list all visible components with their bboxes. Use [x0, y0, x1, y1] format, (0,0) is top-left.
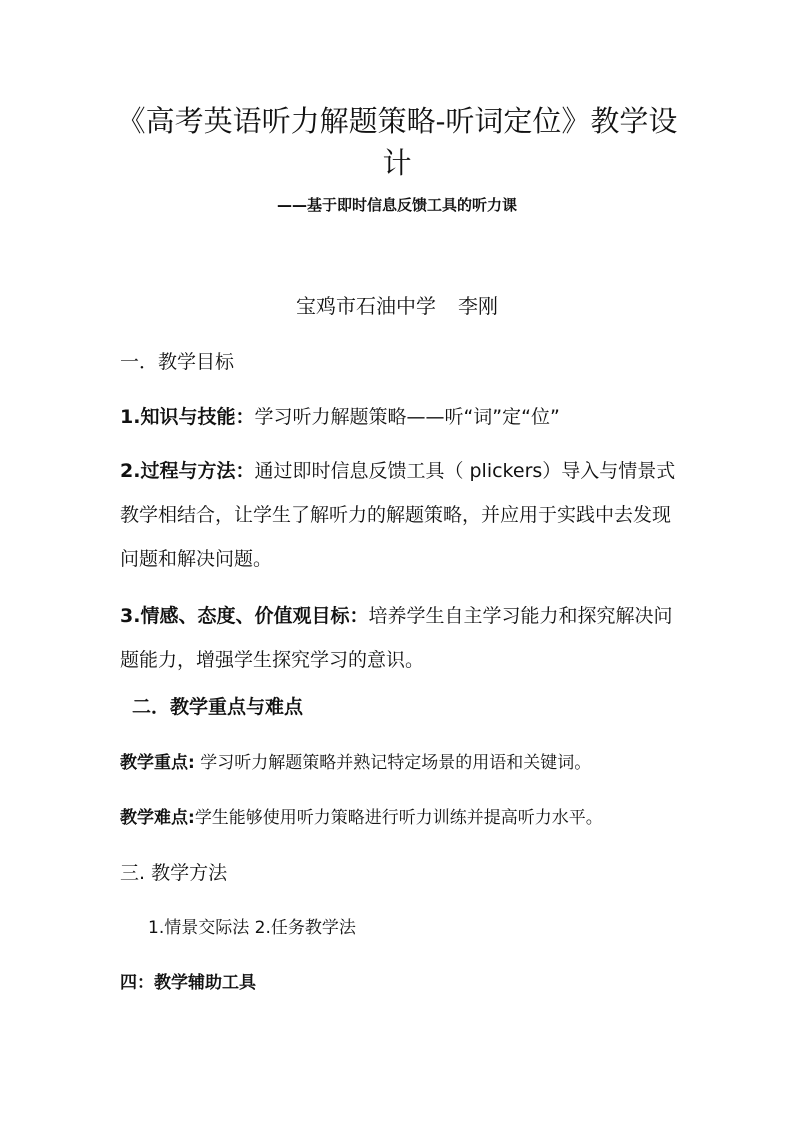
section4-heading: 四：教学辅助工具: [120, 973, 256, 993]
author-line: [0, 292, 794, 320]
section1-heading: 一．教学目标: [120, 351, 235, 373]
document-title-line2: 计: [382, 146, 412, 180]
key-point-label: 教学重点:: [120, 753, 195, 773]
objective-emotion: [120, 594, 680, 682]
objective-process-label: 2.过程与方法：: [120, 460, 255, 482]
section3-heading: 三. 教学方法: [120, 862, 228, 884]
objective-process: [120, 449, 680, 581]
key-point: [120, 750, 591, 776]
key-point-text: 学习听力解题策略并熟记特定场景的用语和关键词。: [194, 753, 592, 773]
author-school: 宝鸡市石油中学: [296, 294, 436, 318]
objective-knowledge-text: 学习听力解题策略——听“词”定“位”: [254, 406, 560, 428]
difficulty-point-text: 学生能够使用听力策略进行听力训练并提高听力水平。: [194, 808, 603, 828]
difficulty-point-label: 教学难点:: [120, 808, 195, 828]
document-title-line1: 《高考英语听力解题策略-听词定位》教学设: [116, 104, 678, 138]
objective-knowledge: [120, 404, 560, 430]
difficulty-point: [120, 805, 603, 831]
objective-knowledge-label: 1.知识与技能：: [120, 406, 255, 428]
section2-heading: 二．教学重点与难点: [132, 696, 304, 718]
objective-process-text: 通过即时信息反馈工具（ plickers）导入与情景式教学相结合，让学生了解听力的解题策略，并应用于实践中去发现问题和解决问题。: [120, 460, 676, 570]
objective-emotion-label: 3.情感、态度、价值观目标：: [120, 605, 369, 627]
author-name: 李刚: [458, 294, 498, 318]
document-subtitle: ——基于即时信息反馈工具的听力课: [276, 196, 517, 214]
teaching-methods: 1.情景交际法 2.任务教学法: [148, 918, 356, 938]
objective-emotion-text: 培养学生自主学习能力和探究解决问题能力，增强学生探究学习的意识。: [120, 605, 673, 671]
